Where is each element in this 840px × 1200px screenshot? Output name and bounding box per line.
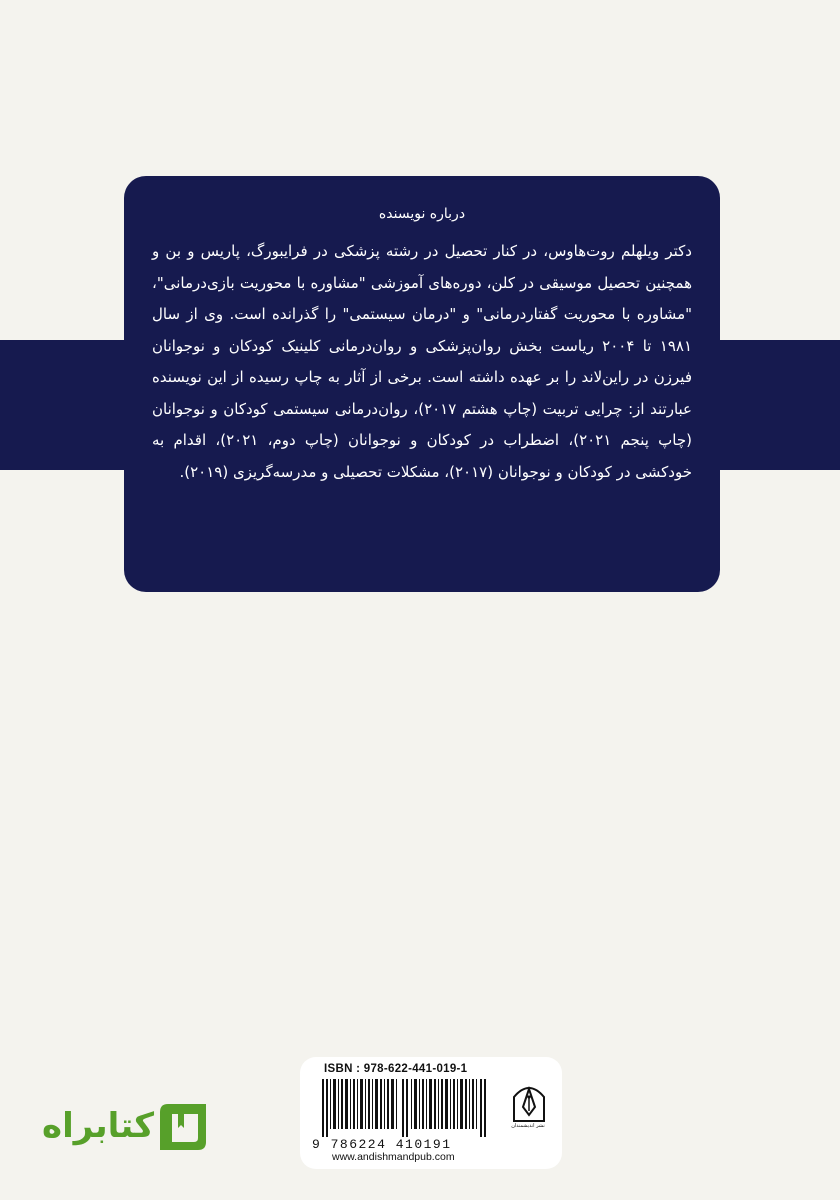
publisher-url: www.andishmandpub.com bbox=[332, 1151, 455, 1163]
barcode-digits: 9 786224 410191 bbox=[312, 1137, 452, 1152]
about-author-title: درباره نویسنده bbox=[378, 206, 466, 222]
brand-name: کتابراه bbox=[42, 1106, 155, 1146]
about-author-panel bbox=[124, 176, 720, 592]
barcode-panel bbox=[300, 1057, 562, 1169]
about-author-text: دکتر ویلهلم روت‌هاوس، در کنار تحصیل در رشته پزشکی در فرایبورگ، پاریس و بن و همچنین تحصیل موسیقی در کلن، دوره‌های آموزشی "مشاوره با محوریت بازی‌درمانی"، "مشاوره با محوریت گفتاردرمانی" و "درمان سیستمی" را گذرانده است. وی از سال ۱۹۸۱ تا ۲۰۰۴ ریاست بخش روان‌پزشکی و روان‌درمانی کلینیک کودکان و نوجوانان فیرزن در راین‌لاند را بر عهده داشته است. برخی از آثار به چاپ رسیده از این نویسنده عبارتند از: چرایی تربیت (چاپ هشتم ۲۰۱۷)، روان‌درمانی سیستمی کودکان و نوجوانان (چاپ پنجم ۲۰۲۱)، اضطراب در کودکان و نوجوانان (چاپ دوم، ۲۰۲۱)، اقدام به خودکشی در کودکان و نوجوانان (۲۰۱۷)، مشکلات تحصیلی و مدرسه‌گریزی (۲۰۱۹). bbox=[152, 242, 693, 481]
isbn-label: ISBN : 978-622-441-019-1 bbox=[324, 1063, 468, 1075]
publisher-caption: نشر اندیشمندان bbox=[511, 1123, 545, 1129]
barcode-bars bbox=[322, 1079, 494, 1137]
ketabrah-logo-icon bbox=[154, 1098, 212, 1156]
pen-nib-icon bbox=[510, 1079, 548, 1123]
